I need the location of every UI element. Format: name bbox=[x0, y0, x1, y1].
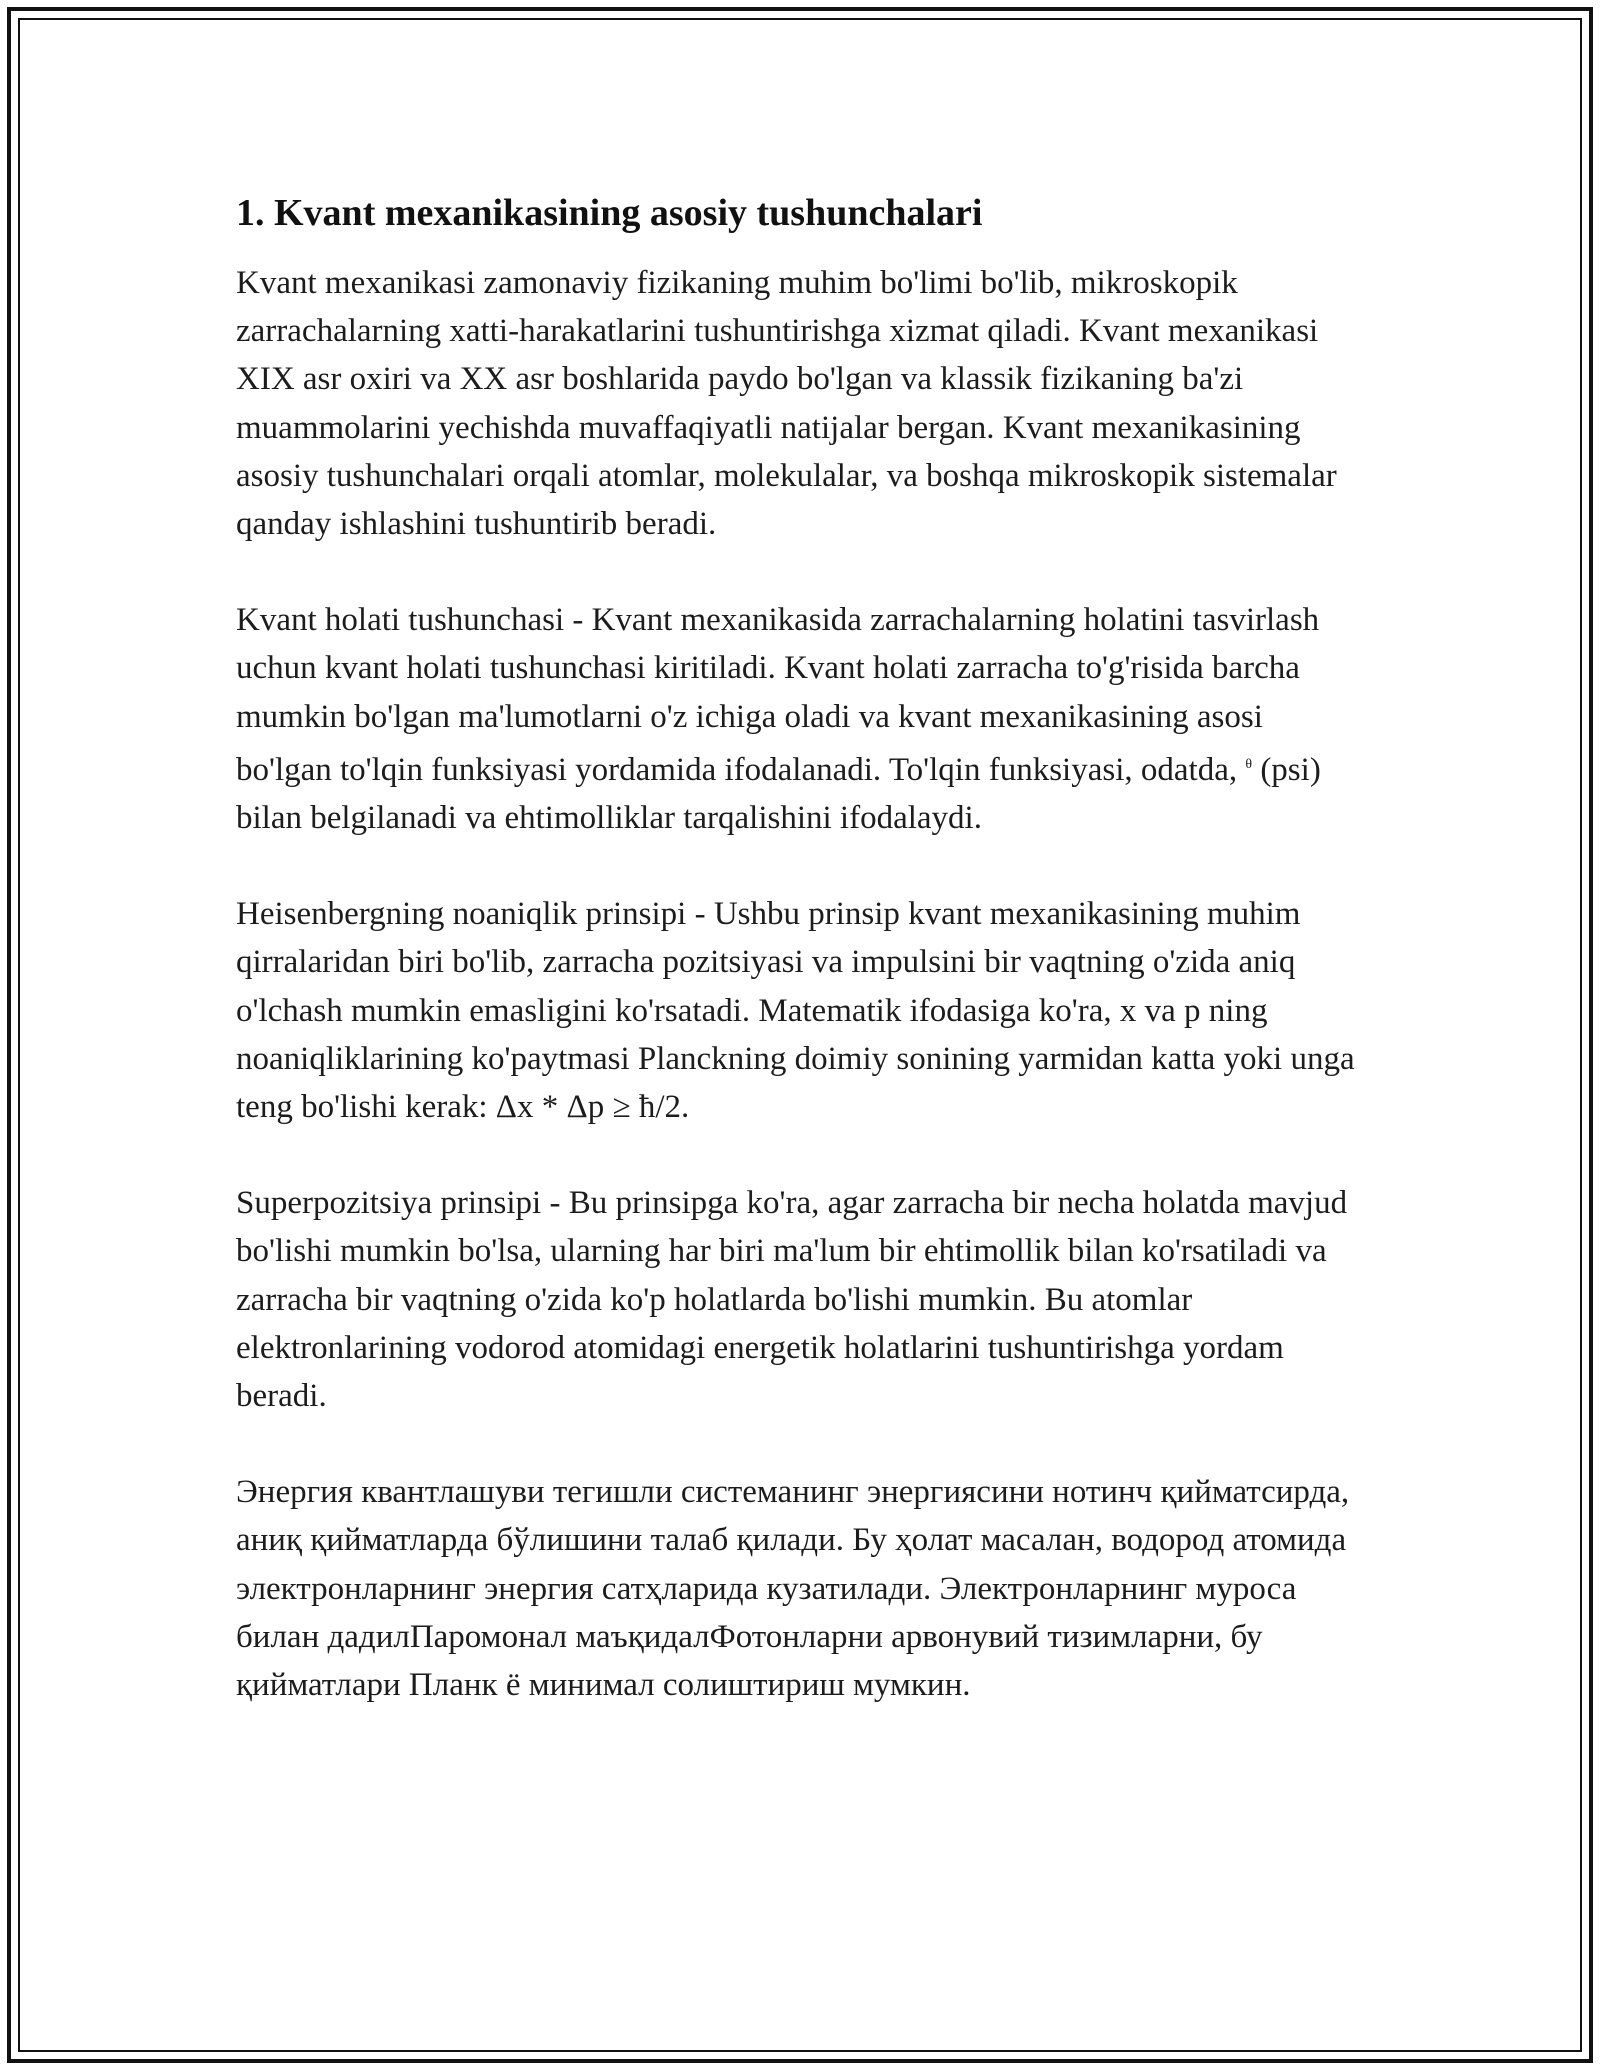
quantum-state-text-after: (psi) bilan belgilanadi va ehtimolliklar tarqalishini ifodalaydi. bbox=[236, 751, 1321, 837]
psi-symbol: θ bbox=[1245, 756, 1253, 772]
paragraph-energy-quantization: Энергия квантлашуви тегишли системанинг энергиясини нотинч қийматсирда, аниқ қийматларда бўлишини талаб қилади. Бу ҳолат масалан, водород атомида электронларнинг энергия сатҳларида кузатилади. Электронларнинг муроса билан дадилПаромонал маъқидалФотонларни арвонувий тизимларни, бу қийматлари Планк ё минимал солиштириш мумкин. bbox=[236, 1474, 1350, 1704]
document-body bbox=[236, 186, 1366, 1757]
paragraph-uncertainty-principle: Heisenbergning noaniqlik prinsipi - Ushbu prinsip kvant mexanikasining muhim qirralaridan biri bo'lib, zarracha pozitsiyasi va impulsini bir vaqtning o'zida aniq o'lchash mumkin emasligini ko'rsatadi. Matematik ifodasiga ko'ra, x va p ning noaniqliklarining ko'paytmasi Planckning doimiy sonining yarmidan katta yoki unga teng bo'lishi kerak: Δx * Δp ≥ ħ/2. bbox=[236, 896, 1355, 1126]
paragraph-quantum-state bbox=[236, 596, 1366, 842]
paragraph-introduction: Kvant mexanikasi zamonaviy fizikaning muhim bo'limi bo'lib, mikroskopik zarrachalarning xatti-harakatlarini tushuntirishga xizmat qiladi. Kvant mexanikasi XIX asr oxiri va XX asr boshlarida paydo bo'lgan va klassik fizikaning ba'zi muammolarini yechishda muvaffaqiyatli natijalar bergan. Kvant mexanikasining asosiy tushunchalari orqali atomlar, molekulalar, va boshqa mikroskopik sistemalar qanday ishlashini tushuntirib beradi. bbox=[236, 265, 1337, 543]
paragraph-superposition-principle: Superpozitsiya prinsipi - Bu prinsipga ko'ra, agar zarracha bir necha holatda mavjud bo'lishi mumkin bo'lsa, ularning har biri ma'lum bir ehtimollik bilan ko'rsatiladi va zarracha bir vaqtning o'zida ko'p holatlarda bo'lishi mumkin. Bu atomlar elektronlarining vodorod atomidagi energetik holatlarini tushuntirishga yordam beradi. bbox=[236, 1185, 1348, 1415]
quantum-state-text-before: Kvant holati tushunchasi - Kvant mexanikasida zarrachalarning holatini tasvirlash uchun kvant holati tushunchasi kiritiladi. Kvant holati zarracha to'g'risida barcha mumkin bo'lgan ma'lumotlarni o'z ichiga oladi va kvant mexanikasining asosi bo'lgan to'lqin funksiyasi yordamida ifodalanadi. To'lqin funksiyasi, odatda, bbox=[236, 602, 1320, 788]
section-heading: 1. Kvant mexanikasining asosiy tushunchalari bbox=[236, 192, 983, 234]
